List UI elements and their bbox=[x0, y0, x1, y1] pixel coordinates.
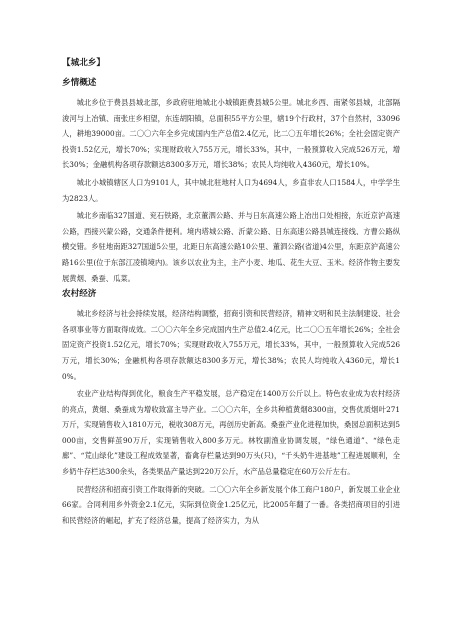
paragraph: 农业产业结构得到优化，粮食生产平稳发展，总产稳定在1400万公斤以上。特色农业成为农村经济的亮点，黄烟、桑蚕成为增收致富主导产业。二〇〇六年，全乡共种植黄烟8300亩，交售优质烟叶271万斤，实现销售收入1810万元，税收308万元，再创历史新高。桑蚕产业化进程加快，桑园总面积达到5000亩，交售鲜茧90万斤，实现销售收入800多万元。林牧副渔业协调发展，“绿色通道”、“绿色走廊”、“荒山绿化”建设工程成效显著，畜禽存栏量达到90万头(只)，“千头奶牛进基地”工程进展顺利，全乡奶牛存栏达300余头，各类果品产量达到220万公斤，水产品总量稳定在60万公斤左右。 bbox=[62, 389, 400, 477]
section-heading: 乡情概述 bbox=[62, 78, 97, 88]
section-overview bbox=[62, 77, 400, 286]
paragraph: 城北乡南临327国道、兖石铁路，北京董泗公路、并与日东高速公路上冶出口处相接，东近京沪高速公路，西接兴蒙公路，交通条件便利。境内塔城公路、沂蒙公路、日东高速公路县城连接线、方曹公路纵横交错。乡驻地南距327国道5公里，北距日东高速公路10公里、董泗公路(省道)4公里，东距京沪高速公路16公里(位于东部江凌镇境内)。该乡以农业为主，主产小麦、地瓜、花生大豆、玉米。经济作物主要发展黄烟、桑蚕、瓜菜。 bbox=[62, 211, 400, 283]
section-heading: 农村经济 bbox=[62, 289, 97, 300]
document-body bbox=[62, 57, 400, 530]
paragraph: 民营经济和招商引资工作取得新的突破。二〇〇六年全乡新发展个体工商户180户，新发展工业企业66家。合同利用乡外资金2.1亿元，实际到位资金1.25亿元，比2005年翻了一番。各类招商项目的引进和民营经济的崛起，扩充了经济总量，提高了经济实力，为从 bbox=[62, 484, 400, 525]
section-rural-economy bbox=[62, 288, 400, 528]
paragraph: 城北乡位于费县县城北部，乡政府驻地城北小城镇距费县城5公里。城北乡西、南紧邻县城，北部隔浚河与上冶镇、南张庄乡相望，东连胡阳镇，总面积55平方公里，辖19个行政村，37个自然村，33096人，耕地39000亩。二〇〇六年全乡完成国内生产总值2.4亿元，比二〇五年增长26%；全社会固定资产投资1.52亿元，增长70%；实现财政收入755万元，增长33%，其中，一般预算收入完成526万元，增长30%；金融机构各项存款额达8300多万元，增长38%；农民人均纯收入4360元，增长10%。 bbox=[62, 98, 400, 170]
paragraph: 城北小城镇辖区人口为9101人，其中城北驻地村人口为4694人，乡直非农人口1584人，中学学生为2823人。 bbox=[62, 177, 400, 203]
paragraph: 城北乡经济与社会持续发展，经济结构调整，招商引资和民营经济，精神文明和民主法制建设、社会各项事业等方面取得成效。二〇〇六年全乡完成国内生产总值2.4亿元，比二〇〇五年增长26%；全社会固定资产投资1.52亿元，增长70%；实现财政收入755万元，增长33%，其中，一般预算收入完成526万元，增长30%；金融机构各项存款额达8300多万元，增长38%；农民人均纯收入4360元，增长10%。 bbox=[62, 309, 400, 381]
document-title: 【城北乡】 bbox=[62, 58, 105, 68]
